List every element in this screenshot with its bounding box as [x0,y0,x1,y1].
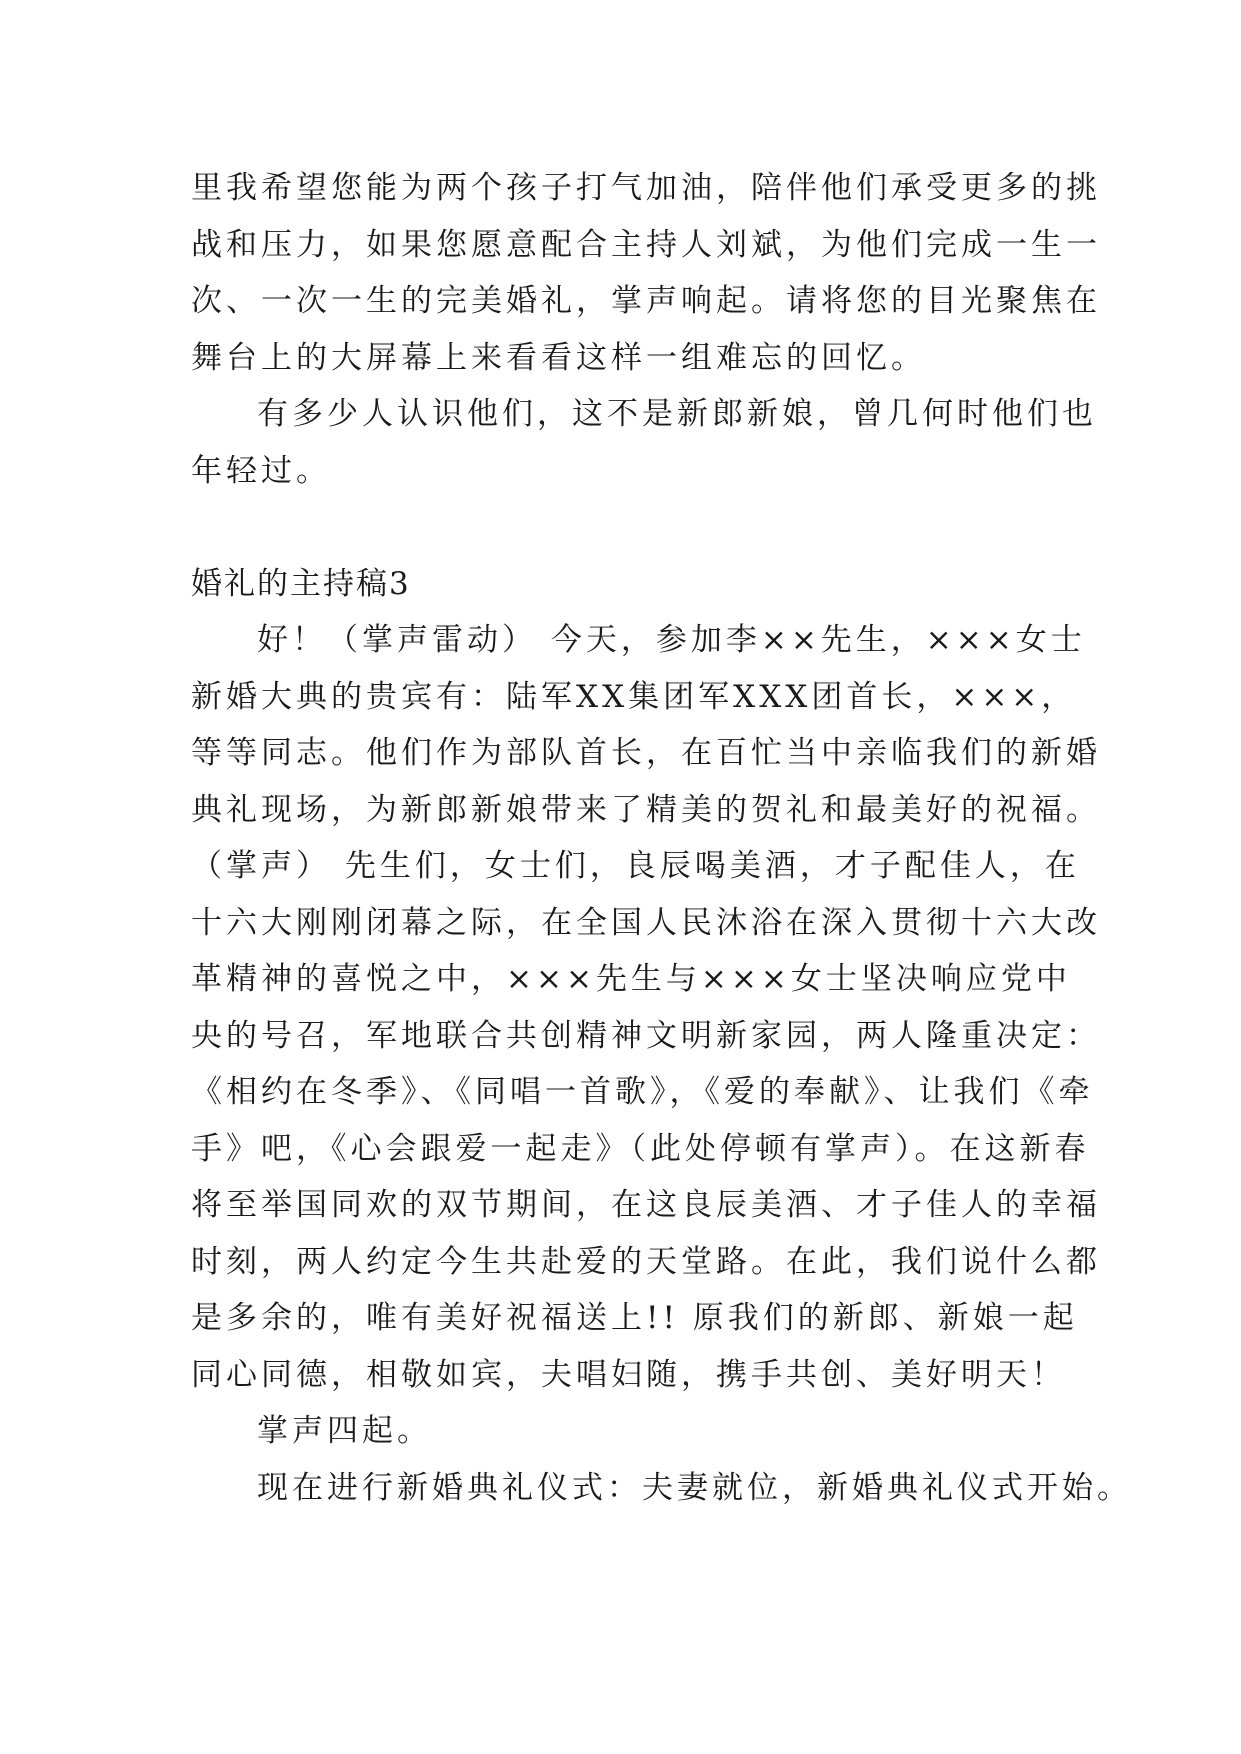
text-line: （掌声） 先生们，女士们，良辰喝美酒，才子配佳人，在 [191,848,1080,884]
paragraph-4: 掌声四起。 [257,1413,432,1449]
text-line: 时刻，两人约定今生共赴爱的天堂路。在此，我们说什么都 [191,1243,1101,1280]
text-line: 央的号召，军地联合共创精神文明新家园，两人隆重决定： [191,1017,1101,1054]
text-line: 同心同德，相敬如宾，夫唱妇随，携手共创、美好明天！ [191,1356,1066,1393]
paragraph-2 [191,386,1097,499]
text-line: 有多少人认识他们，这不是新郎新娘，曾几何时他们也 [257,396,1097,432]
text-line: 战和压力，如果您愿意配合主持人刘斌，为他们完成一生一 [191,226,1101,263]
text-line: 次、一次一生的完美婚礼，掌声响起。请将您的目光聚焦在 [191,283,1101,319]
text-line: 新婚大典的贵宾有：陆军XX集团军XXX团首长，×××， [191,678,1077,715]
text-line: 好！（掌声雷动） 今天，参加李××先生，×××女士 [257,622,1086,658]
section-heading: 婚礼的主持稿3 [191,565,411,602]
paragraph-1 [191,160,1101,386]
text-line: 十六大刚刚闭幕之际，在全国人民沐浴在深入贯彻十六大改 [191,904,1101,941]
blank-line [191,499,1051,556]
text-line: 里我希望您能为两个孩子打气加油，陪伴他们承受更多的挑 [191,170,1101,206]
document-body [191,160,1132,1516]
text-line: 是多余的，唯有美好祝福送上!! 原我们的新郎、新娘一起 [191,1300,1078,1336]
text-line: 等等同志。他们作为部队首长，在百忙当中亲临我们的新婚 [191,735,1101,771]
text-line: 典礼现场，为新郎新娘带来了精美的贺礼和最美好的祝福。 [191,791,1101,828]
text-line: 将至举国同欢的双节期间，在这良辰美酒、才子佳人的幸福 [191,1187,1101,1223]
paragraph-5: 现在进行新婚典礼仪式：夫妻就位，新婚典礼仪式开始。 [257,1469,1132,1506]
text-line: 《相约在冬季》、《同唱一首歌》，《爱的奉献》、让我们《牵 [191,1074,1094,1110]
text-line: 革精神的喜悦之中，×××先生与×××女士坚决响应党中 [191,961,1071,997]
text-line: 年轻过。 [191,452,331,489]
text-line: 手》吧，《心会跟爱一起走》（此处停顿有掌声）。在这新春 [191,1130,1090,1167]
paragraph-3 [191,612,1101,1403]
text-line: 舞台上的大屏幕上来看看这样一组难忘的回忆。 [191,339,926,376]
